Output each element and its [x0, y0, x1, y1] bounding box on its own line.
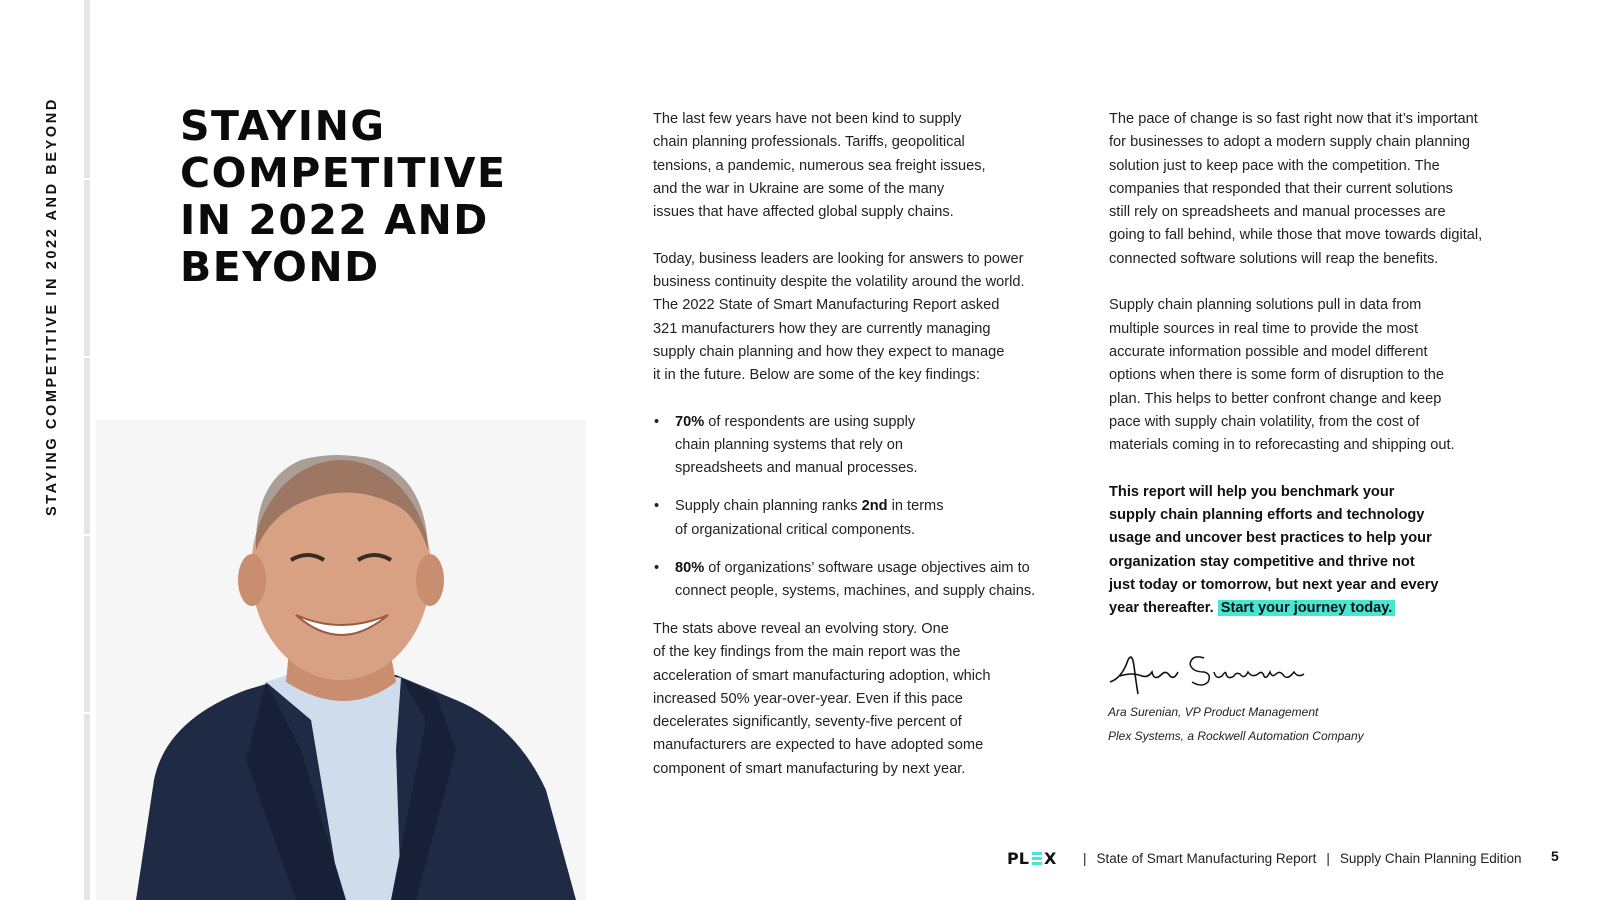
vertical-section-title: STAYING COMPETITIVE IN 2022 AND BEYOND: [44, 97, 60, 517]
side-rule: [84, 0, 90, 900]
svg-text:PL: PL: [1007, 850, 1029, 866]
plex-logo: [1007, 850, 1061, 866]
solutions-paragraph: Supply chain planning solutions pull in data from multiple sources in real time to provide the most accurate information possible and model different options when there is some form of disruption to the plan. This helps to better confront change and keep pace with supply chain volatility, from the cost of materials coming in to reforecasting and shipping out.: [1109, 297, 1455, 454]
portrait-photo: [96, 420, 586, 900]
list-item: • 80% of organizations’ software usage objectives aim to connect people, systems, machines, and supply chains.: [654, 559, 1036, 600]
footer: PL X | State of Smart Manufacturing Report | Supply Chain Planning Edition: [1007, 850, 1522, 866]
pace-paragraph: The pace of change is so fast right now that it’s important for businesses to adopt a modern supply chain planning solution just to keep pace with the competition. The companies that responded that their current solutions still rely on spreadsheets and manual processes are going to fall behind, while those that move towards digital, connected software solutions will reap the benefits.: [1109, 111, 1483, 267]
list-item: • 70% of respondents are using supply chain planning systems that rely on spreadsheets and manual processes.: [654, 413, 918, 477]
footer-report-title: State of Smart Manufacturing Report: [1096, 850, 1317, 866]
footer-edition: Supply Chain Planning Edition: [1339, 850, 1522, 866]
cta-link[interactable]: Start your journey today.: [1218, 600, 1396, 616]
signer-company: Plex Systems, a Rockwell Automation Company: [1108, 729, 1364, 743]
list-item: • Supply chain planning ranks 2nd in terms of organizational critical components.: [654, 498, 944, 538]
middle-column: [653, 108, 1063, 781]
key-findings-list: [653, 411, 1063, 603]
signer-name-title: Ara Surenian, VP Product Management: [1108, 705, 1319, 719]
page-title: STAYING COMPETITIVE IN 2022 AND BEYOND: [180, 102, 507, 291]
svg-text:X: X: [1044, 850, 1057, 866]
intro-paragraph: The last few years have not been kind to supply chain planning professionals. Tariffs, geopolitical tensions, a pandemic, numerous sea freight issues, and the war in Ukraine are some of the many issues that have affected global supply chains.: [653, 111, 986, 221]
stats-paragraph: The stats above reveal an evolving story. One of the key findings from the main report was the acceleration of smart manufacturing adoption, which increased 50% year-over-year. Even if this pace decelerates significantly, seventy-five percent of manufacturers are expected to have adopted some component of smart manufacturing by next year.: [653, 621, 991, 777]
findings-intro-paragraph: Today, business leaders are looking for answers to power business continuity despite the volatility around the world. The 2022 State of Smart Manufacturing Report asked 321 manufacturers how they are currently managing supply chain planning and how they expect to manage it in the future. Below are some of the key findings:: [653, 250, 1025, 384]
right-column: [1109, 108, 1529, 621]
benchmark-paragraph: This report will help you benchmark your supply chain planning efforts and technology usage and uncover best practices to help your organization stay competitive and thrive not just today or tomorrow, but next year and every year thereafter. Start your journey today.: [1109, 483, 1439, 617]
handwritten-signature: [1108, 642, 1318, 712]
page-number: 5: [1551, 848, 1559, 864]
